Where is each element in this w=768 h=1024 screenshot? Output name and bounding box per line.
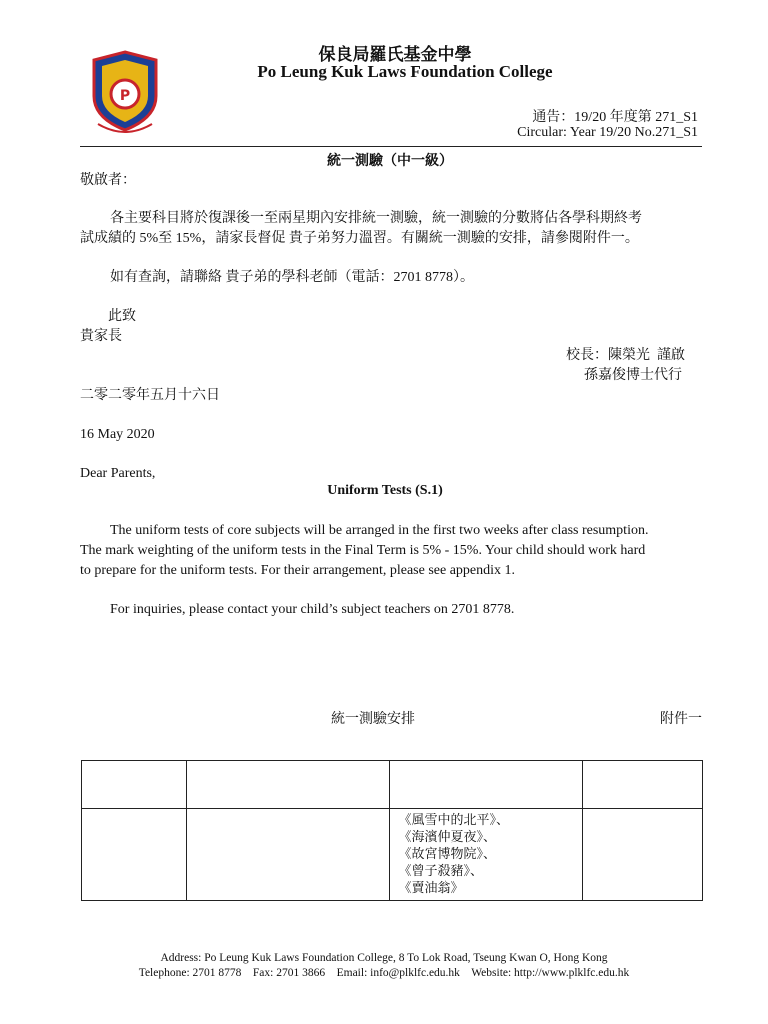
school-name-zh: 保良局羅氏基金中學 <box>318 45 472 64</box>
table-cell <box>583 809 703 901</box>
table-cell <box>186 761 390 809</box>
footer-contacts <box>60 966 708 981</box>
signature-principal: 校長：陳榮光 謹啟 <box>566 348 685 363</box>
table-cell <box>82 761 187 809</box>
footer-fax: Fax: 2701 3866 <box>252 967 326 979</box>
paragraph-1-en-line-3: to prepare for the uniform tests. For their arrangement, please see appendix 1. <box>80 563 516 578</box>
salutation-zh: 敬啟者： <box>80 173 136 188</box>
schedule-table <box>81 760 703 901</box>
date-en: 16 May 2020 <box>80 427 155 442</box>
table-header-row <box>82 761 703 809</box>
svg-text:P: P <box>119 88 131 104</box>
appendix-title: 統一測驗安排 <box>331 712 415 727</box>
signature-delegate: 孫嘉俊博士代行 <box>584 368 682 383</box>
salutation-en: Dear Parents, <box>80 466 156 481</box>
paragraph-2-en: For inquiries, please contact your child’s subject teachers on 2701 8778. <box>110 602 515 617</box>
table-cell <box>82 809 187 901</box>
footer-email: Email: info@plklfc.edu.hk <box>336 967 460 979</box>
header-divider <box>80 146 702 147</box>
table-cell <box>583 761 703 809</box>
circular-number-en: Circular: Year 19/20 No.271_S1 <box>517 125 698 140</box>
table-cell <box>390 761 583 809</box>
circular-number-zh: 通告：19/20 年度第 271_S1 <box>532 110 698 125</box>
footer-address: Address: Po Leung Kuk Laws Foundation College, 8 To Lok Road, Tseung Kwan O, Hong Kong <box>160 952 608 964</box>
paragraph-1-en-line-2: The mark weighting of the uniform tests in the Final Term is 5% - 15%. Your child should work hard <box>80 543 646 558</box>
paragraph-1-en-line-1: The uniform tests of core subjects will be arranged in the first two weeks after class resumption. <box>110 523 649 538</box>
school-name-en: Po Leung Kuk Laws Foundation College <box>257 62 553 81</box>
table-cell <box>186 809 390 901</box>
paragraph-1-en <box>80 521 700 581</box>
school-crest-logo <box>90 50 160 134</box>
table-cell-texts: 《風雪中的北平》、 《海濱仲夏夜》、 《故宮博物院》、 《曾子殺豬》、 《賣油翁》 <box>390 809 583 901</box>
paragraph-2-zh: 如有查詢，請聯絡 貴子弟的學科老師（電話：2701 8778）。 <box>110 270 474 285</box>
paragraph-1-zh-line-2: 試成績的 5%至 15%，請家長督促 貴子弟努力溫習。有關統一測驗的安排，請參閱附件一。 <box>80 231 639 246</box>
letter-title-en: Uniform Tests (S.1) <box>327 483 443 498</box>
paragraph-1-zh <box>80 209 700 249</box>
footer-telephone: Telephone: 2701 8778 <box>138 967 242 979</box>
letter-title-zh: 統一測驗（中一級） <box>327 154 453 169</box>
table-row <box>82 809 703 901</box>
paragraph-1-zh-line-1: 各主要科目將於復課後一至兩星期內安排統一測驗，統一測驗的分數將佔各學科期終考 <box>110 211 642 226</box>
appendix-label: 附件一 <box>660 712 702 727</box>
closing-zh-1: 此致 <box>108 309 136 324</box>
closing-zh-2: 貴家長 <box>80 329 122 344</box>
footer-website: Website: http://www.plklfc.edu.hk <box>471 967 630 979</box>
date-zh: 二零二零年五月十六日 <box>80 388 220 403</box>
